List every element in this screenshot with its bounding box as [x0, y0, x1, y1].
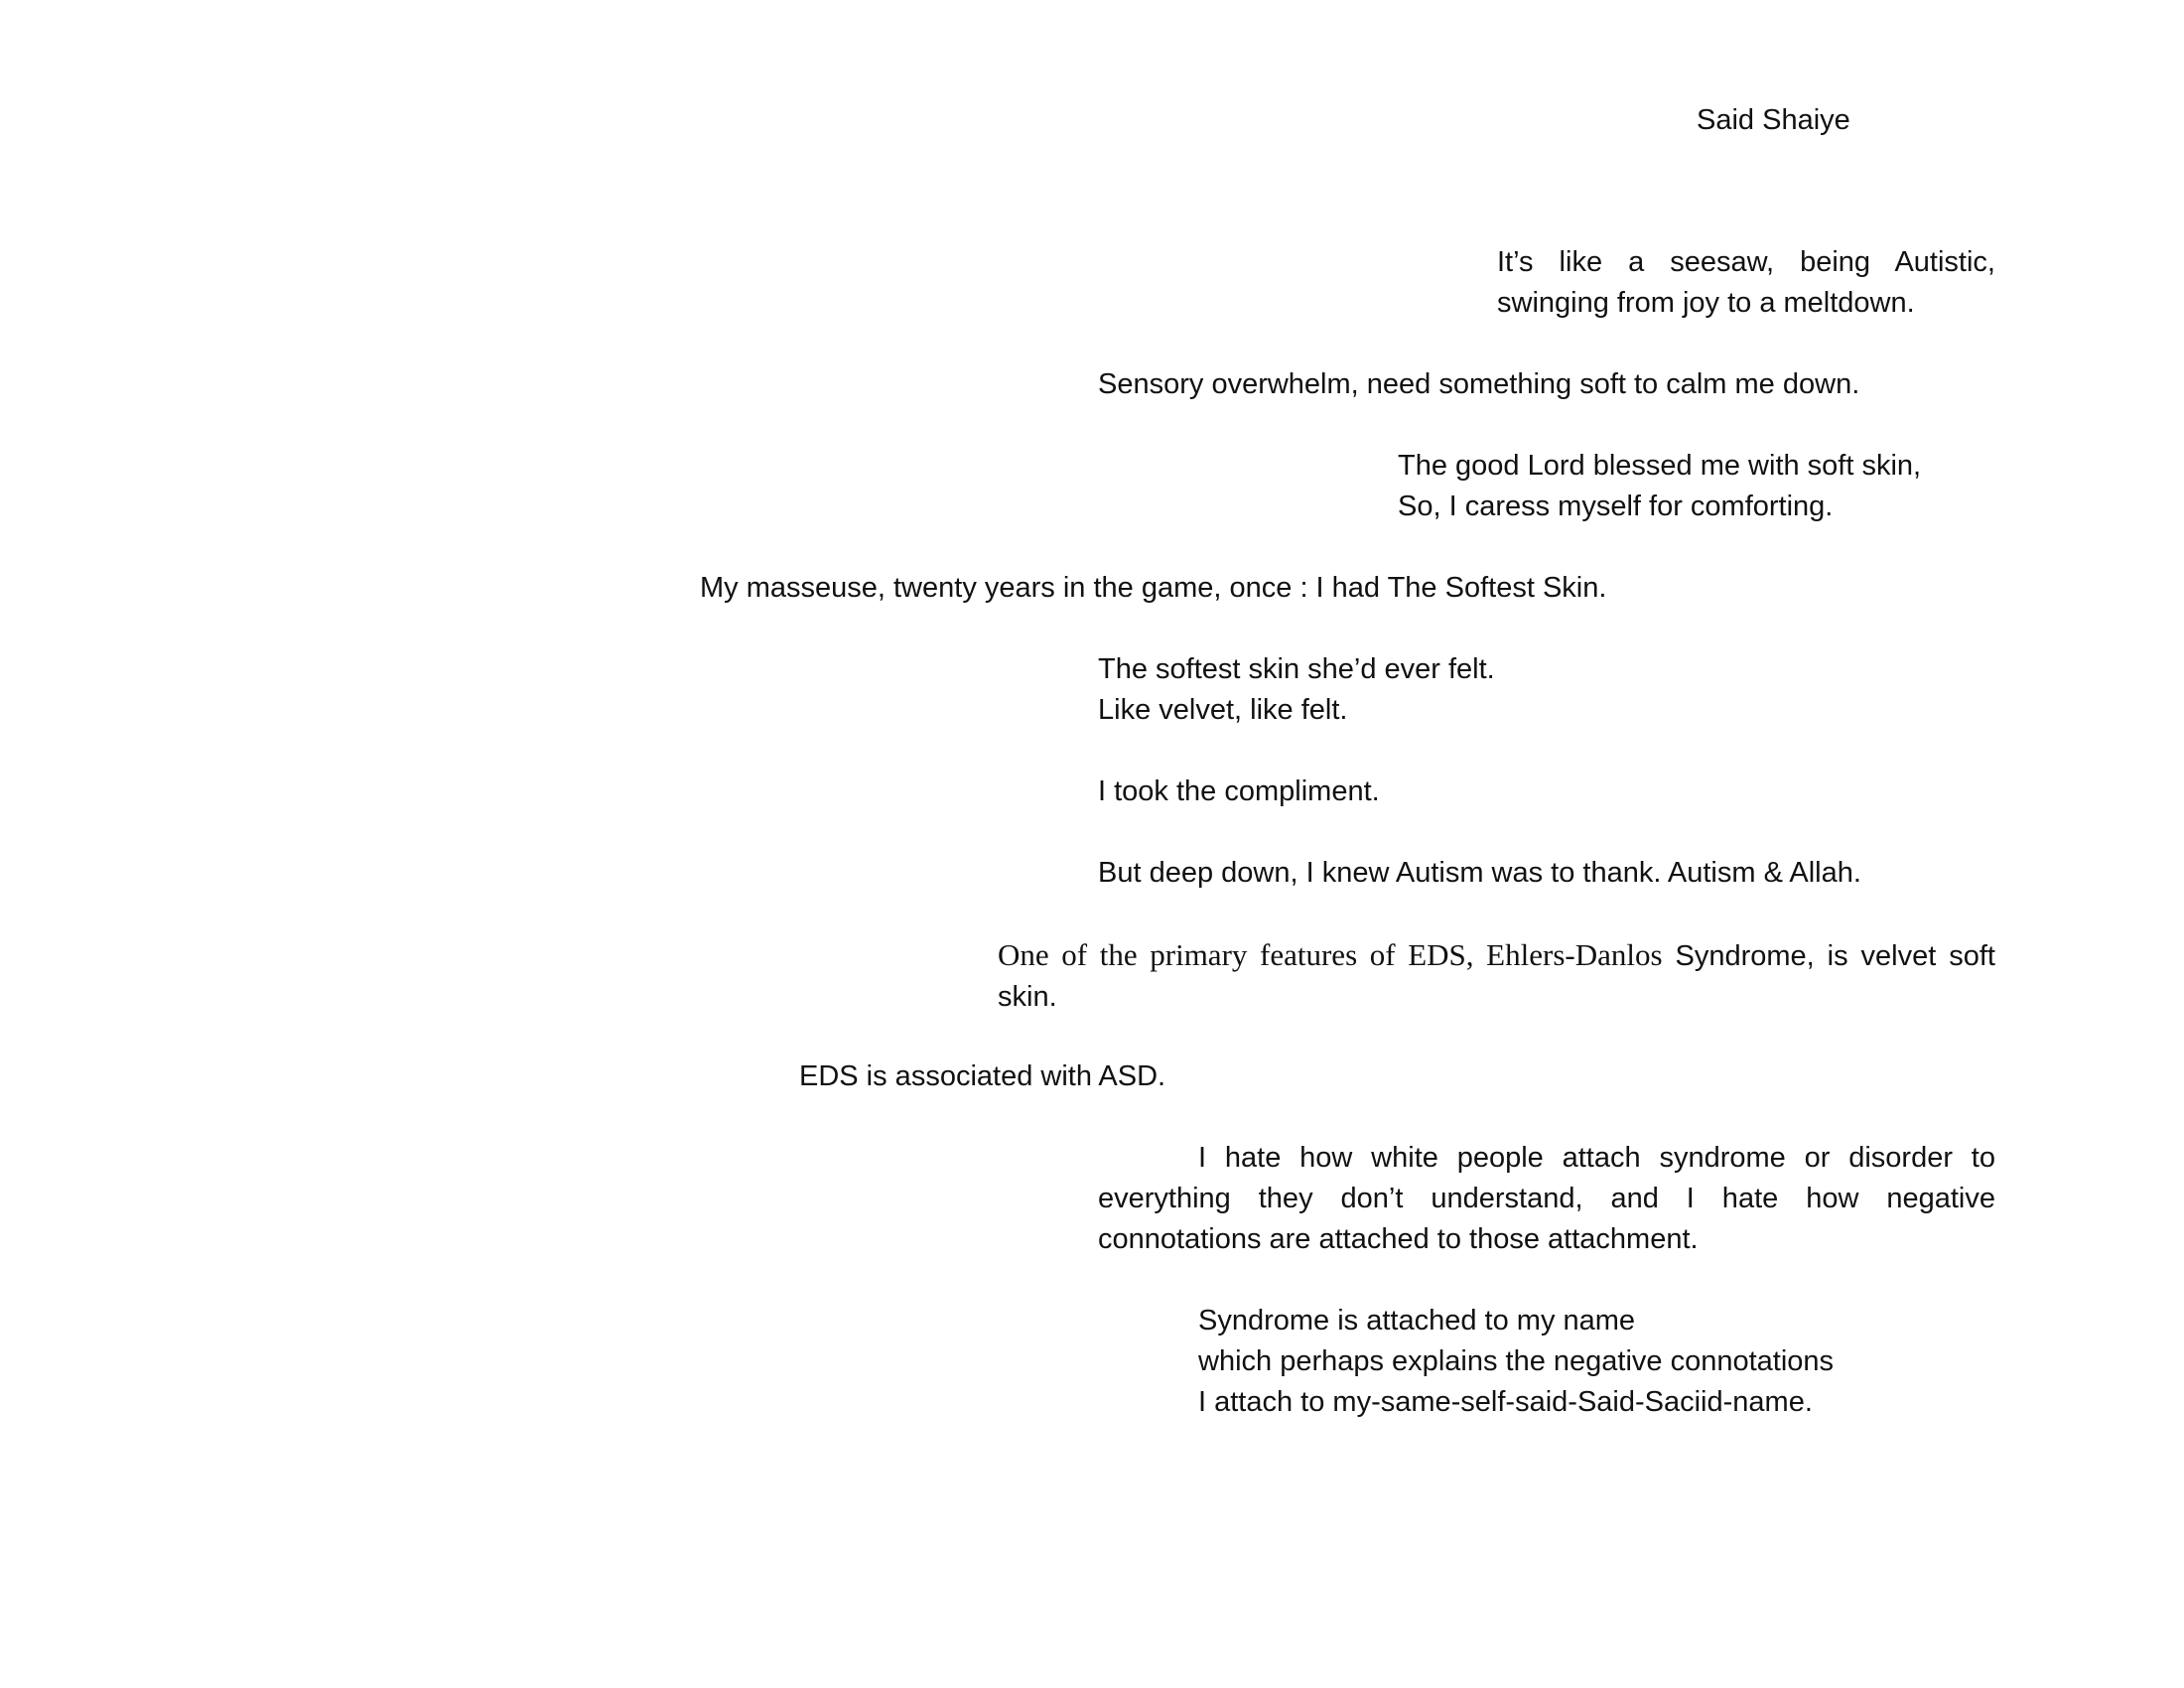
stanza-compliment: I took the compliment. [1098, 775, 1380, 807]
stanza-eds-asd: EDS is associated with ASD. [799, 1060, 1166, 1092]
stanza-softest-skin [1098, 649, 1495, 731]
stanza-eds-features [998, 934, 1995, 1018]
author-name: Said Shaiye [1697, 104, 1850, 136]
poem-line: which perhaps explains the negative connotations [1198, 1345, 1835, 1377]
stanza-name [1198, 1301, 1834, 1423]
stanza-deep-down: But deep down, I knew Autism was to thank. Autism & Allah. [1098, 857, 1861, 889]
poem-line: Syndrome is attached to my name [1198, 1305, 1636, 1336]
eds-features-text: Syndrome, is velvet soft skin. [998, 940, 1995, 1013]
stanza-sensory-overwhelm: Sensory overwhelm, need something soft to calm me down. [1098, 368, 1860, 400]
stanza-attach-syndrome: I hate how white people attach syndrome or disorder to everything they don’t understand, and I hate how negative connotations are attached to those attachment. [1098, 1142, 1995, 1255]
poem-line: I attach to my-same-self-said-Said-Saciid-name. [1198, 1386, 1813, 1418]
stanza-seesaw: It’s like a seesaw, being Autistic, swinging from joy to a meltdown. [1497, 246, 1995, 319]
poem-line: Like velvet, like felt. [1098, 694, 1348, 726]
poem-line: So, I caress myself for comforting. [1398, 491, 1834, 522]
stanza-masseuse: My masseuse, twenty years in the game, once : I had The Softest Skin. [700, 572, 1607, 604]
stanza-soft-skin [1398, 446, 1921, 527]
poem-line: The good Lord blessed me with soft skin, [1398, 450, 1922, 482]
eds-features-serif-text: One of the primary features of EDS, Ehlers-Danlos [998, 937, 1663, 972]
poem-line: The softest skin she’d ever felt. [1098, 653, 1495, 685]
